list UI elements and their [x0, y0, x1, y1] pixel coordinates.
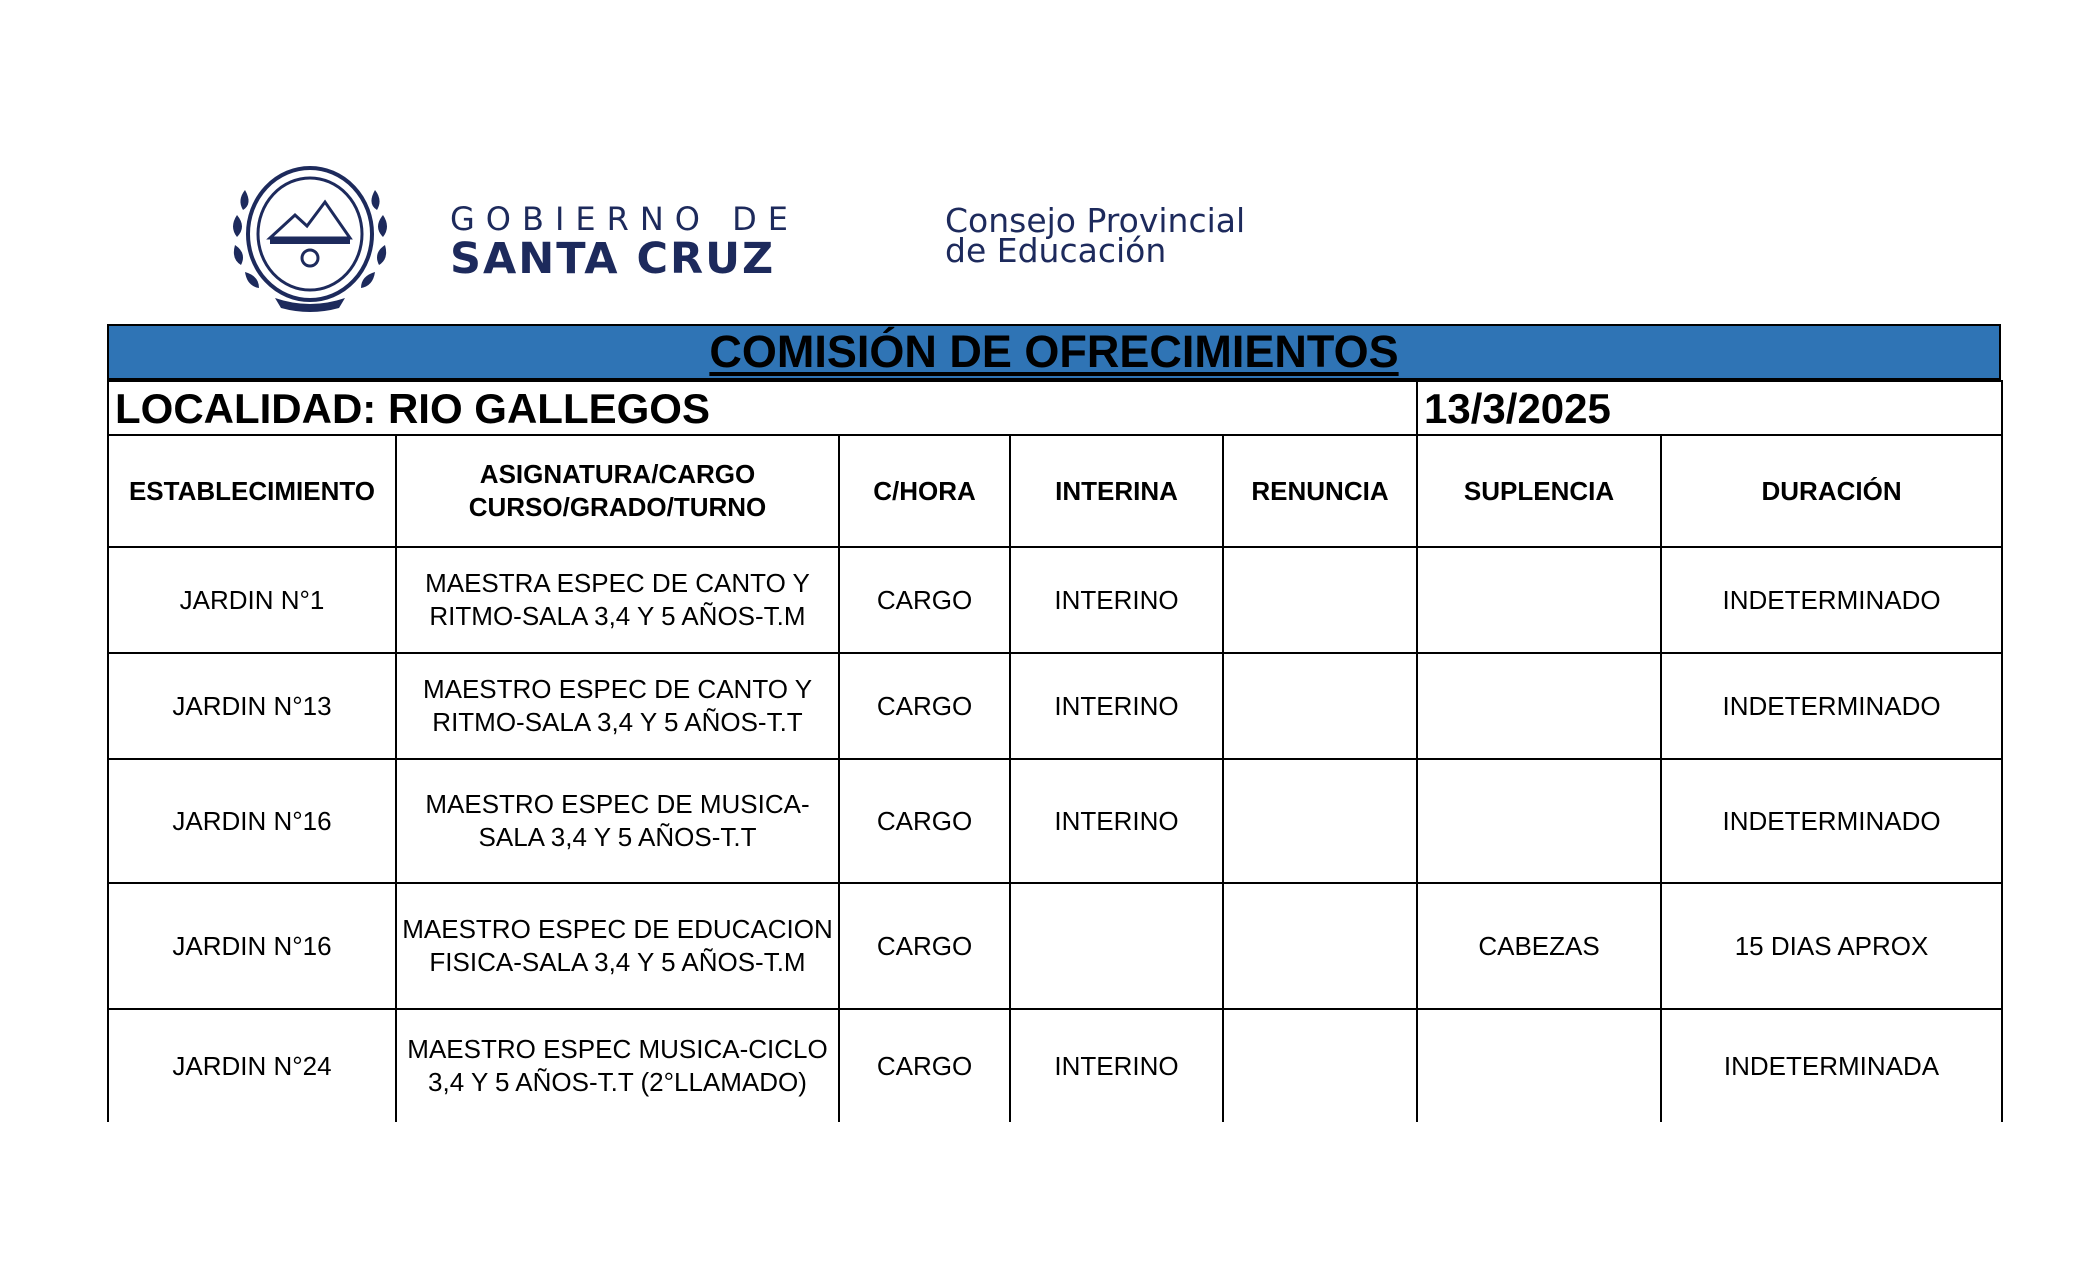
cell-duracion: INDETERMINADO: [1661, 759, 2002, 883]
cell-establecimiento: JARDIN N°24: [108, 1009, 396, 1122]
cell-asignatura: MAESTRO ESPEC DE EDUCACION FISICA-SALA 3,4 Y 5 AÑOS-T.M: [396, 883, 839, 1009]
col-establecimiento: ESTABLECIMIENTO: [108, 435, 396, 547]
government-logo-text: [450, 200, 799, 284]
col-asignatura-line2: CURSO/GRADO/TURNO: [468, 492, 767, 522]
cell-suplencia: [1417, 759, 1661, 883]
cell-renuncia: [1223, 1009, 1417, 1122]
table-row: [108, 653, 2002, 759]
cell-interina: INTERINO: [1010, 1009, 1223, 1122]
locality-row: [108, 381, 2002, 435]
page-title: COMISIÓN DE OFRECIMIENTOS: [709, 326, 1399, 377]
cell-interina: [1010, 883, 1223, 1009]
cell-interina: INTERINO: [1010, 547, 1223, 653]
council-line-2: de Educación: [945, 231, 1167, 270]
cell-suplencia: [1417, 547, 1661, 653]
cell-duracion: INDETERMINADA: [1661, 1009, 2002, 1122]
cell-suplencia: [1417, 653, 1661, 759]
cell-establecimiento: JARDIN N°13: [108, 653, 396, 759]
offers-sheet: [107, 324, 2001, 1122]
locality-label: LOCALIDAD: RIO GALLEGOS: [108, 381, 1417, 435]
col-duracion: DURACIÓN: [1661, 435, 2002, 547]
col-suplencia: SUPLENCIA: [1417, 435, 1661, 547]
col-asignatura: [396, 435, 839, 547]
cell-chora: CARGO: [839, 883, 1010, 1009]
cell-suplencia: [1417, 1009, 1661, 1122]
offers-table: [107, 380, 2003, 1122]
cell-interina: INTERINO: [1010, 653, 1223, 759]
col-renuncia: RENUNCIA: [1223, 435, 1417, 547]
header: [215, 160, 1365, 320]
cell-asignatura: MAESTRO ESPEC DE MUSICA-SALA 3,4 Y 5 AÑOS-T.T: [396, 759, 839, 883]
cell-renuncia: [1223, 653, 1417, 759]
table-row: [108, 1009, 2002, 1122]
gov-line-2: SANTA CRUZ: [450, 234, 776, 284]
cell-chora: CARGO: [839, 547, 1010, 653]
cell-establecimiento: JARDIN N°16: [108, 759, 396, 883]
council-line-1: Consejo Provincial: [945, 201, 1246, 240]
cell-establecimiento: JARDIN N°16: [108, 883, 396, 1009]
cell-asignatura: MAESTRO ESPEC MUSICA-CICLO 3,4 Y 5 AÑOS-T.T (2°LLAMADO): [396, 1009, 839, 1122]
table-row: [108, 547, 2002, 653]
cell-chora: CARGO: [839, 653, 1010, 759]
cell-chora: CARGO: [839, 1009, 1010, 1122]
cell-chora: CARGO: [839, 759, 1010, 883]
cell-renuncia: [1223, 883, 1417, 1009]
cell-suplencia: CABEZAS: [1417, 883, 1661, 1009]
cell-duracion: 15 DIAS APROX: [1661, 883, 2002, 1009]
table-header-row: [108, 435, 2002, 547]
cell-interina: INTERINO: [1010, 759, 1223, 883]
table-row: [108, 883, 2002, 1009]
col-asignatura-line1: ASIGNATURA/CARGO: [479, 459, 756, 489]
cell-duracion: INDETERMINADO: [1661, 547, 2002, 653]
cell-duracion: INDETERMINADO: [1661, 653, 2002, 759]
cell-renuncia: [1223, 759, 1417, 883]
coat-of-arms-icon: [215, 160, 405, 315]
cell-asignatura: MAESTRO ESPEC DE CANTO Y RITMO-SALA 3,4 Y 5 AÑOS-T.T: [396, 653, 839, 759]
cell-establecimiento: JARDIN N°1: [108, 547, 396, 653]
title-banner: [107, 324, 2001, 380]
cell-renuncia: [1223, 547, 1417, 653]
gov-line-1: GOBIERNO DE: [450, 200, 799, 238]
date-label: 13/3/2025: [1417, 381, 2002, 435]
col-chora: C/HORA: [839, 435, 1010, 547]
table-row: [108, 759, 2002, 883]
col-interina: INTERINA: [1010, 435, 1223, 547]
council-logo-text: [945, 201, 1246, 270]
cell-asignatura: MAESTRA ESPEC DE CANTO Y RITMO-SALA 3,4 Y 5 AÑOS-T.M: [396, 547, 839, 653]
